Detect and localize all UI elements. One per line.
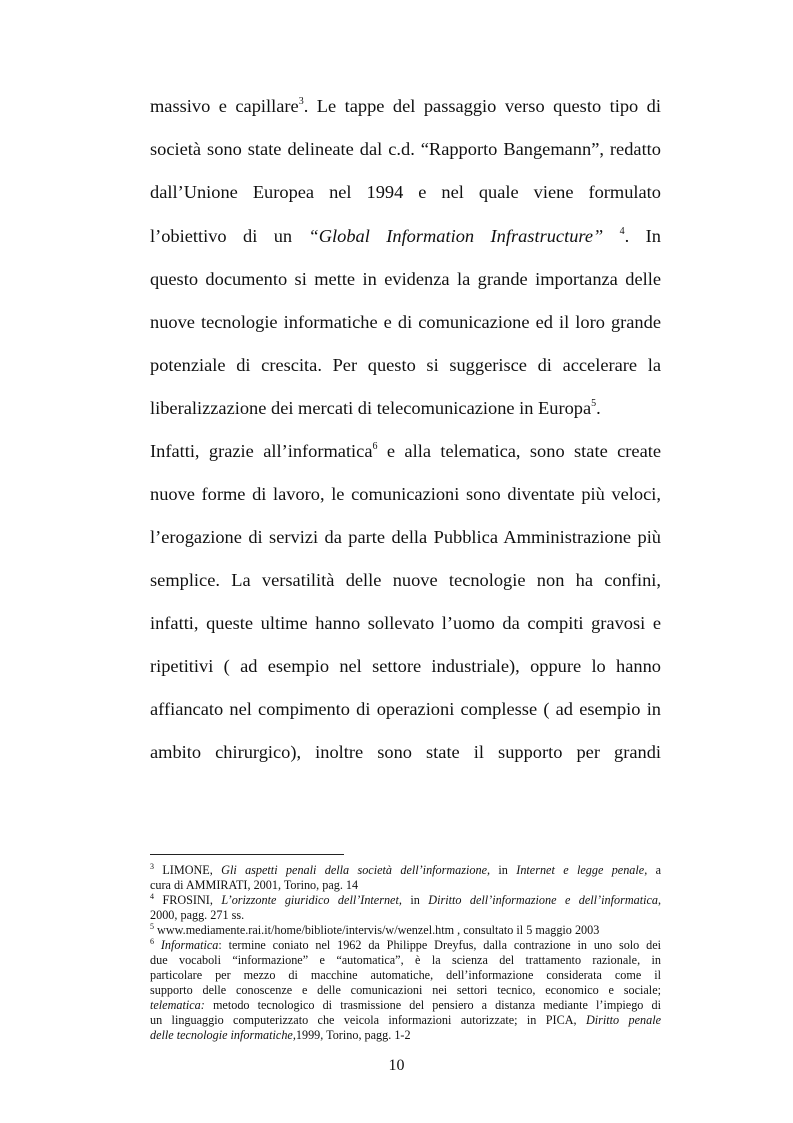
footnote-6-line-6: un linguaggio computerizzato che veicola informazioni autorizzate; in PICA, Diritto penale: [150, 1013, 662, 1027]
footnote-6-line-5: telematica: metodo tecnologico di trasmissione del pensiero a distanza mediante l’impiego di: [150, 998, 661, 1012]
footnote-6-line-1: $^6$ Informatica: termine coniato nel 1962 da Philippe Dreyfus, dalla contrazione in uno solo dei: [150, 937, 661, 952]
footnote-3-line-2: cura di AMMIRATI, 2001, Torino, pag. 14: [150, 878, 359, 892]
footnote-3-line-1: $^3$ LIMONE, Gli aspetti penali della società dell’informazione, in Internet e legge penale, a: [150, 862, 662, 877]
body-line-2: società sono state delineate dal c.d. “Rapporto Bangemann”, redatto: [150, 139, 661, 159]
body-line-8: liberalizzazione dei mercati di telecomunicazione in Europa$^5$.: [150, 398, 601, 418]
body-line-10: nuove forme di lavoro, le comunicazioni sono diventate più veloci,: [150, 484, 661, 504]
footnote-separator: [150, 854, 344, 855]
body-line-13: infatti, queste ultime hanno sollevato l’uomo da compiti gravosi e: [150, 613, 661, 633]
footnote-6-line-7: delle tecnologie informatiche,1999, Torino, pagg. 1-2: [150, 1028, 411, 1042]
page-number: 10: [388, 1057, 405, 1074]
body-line-7: potenziale di crescita. Per questo si suggerisce di accelerare la: [150, 355, 661, 375]
footnote-6-line-4: supporto delle conoscenze e delle comunicazioni nei settori tecnico, economico e sociale;: [150, 983, 661, 997]
body-line-12: semplice. La versatilità delle nuove tecnologie non ha confini,: [150, 570, 661, 590]
body-line-9: Infatti, grazie all’informatica$^6$ e alla telematica, sono state create: [150, 441, 661, 461]
body-line-16: ambito chirurgico), inoltre sono state il supporto per grandi: [150, 742, 661, 762]
body-line-11: l’erogazione di servizi da parte della Pubblica Amministrazione più: [150, 527, 661, 547]
body-line-5: questo documento si mette in evidenza la grande importanza delle: [150, 269, 661, 289]
body-line-14: ripetitivi ( ad esempio nel settore industriale), oppure lo hanno: [150, 656, 661, 676]
body-line-6: nuove tecnologie informatiche e di comunicazione ed il loro grande: [150, 312, 661, 332]
footnote-4-line-1: $^4$ FROSINI, L’orizzonte giuridico dell’Internet, in Diritto dell’informazione e dell’informatica,: [150, 892, 662, 907]
footnote-5: $^5$ www.mediamente.rai.it/home/bibliote/intervis/w/wenzel.htm , consultato il 5 maggio 2003: [150, 922, 600, 937]
body-line-4: l’obiettivo di un “Global Information Infrastructure” $^4$. In: [150, 226, 661, 246]
footnote-4-line-2: 2000, pagg. 271 ss.: [150, 908, 245, 922]
footnote-6-line-3: particolare per mezzo di macchine automatiche, dell’informazione considerata come il: [150, 968, 661, 982]
body-line-1: massivo e capillare$^3$. Le tappe del passaggio verso questo tipo di: [150, 96, 661, 116]
body-line-15: affiancato nel compimento di operazioni complesse ( ad esempio in: [150, 699, 661, 719]
body-line-3: dall’Unione Europea nel 1994 e nel quale viene formulato: [150, 182, 661, 202]
footnote-6-line-2: due vocaboli “informazione” e “automatica”, è la scienza del trattamento razionale, in: [150, 953, 661, 967]
